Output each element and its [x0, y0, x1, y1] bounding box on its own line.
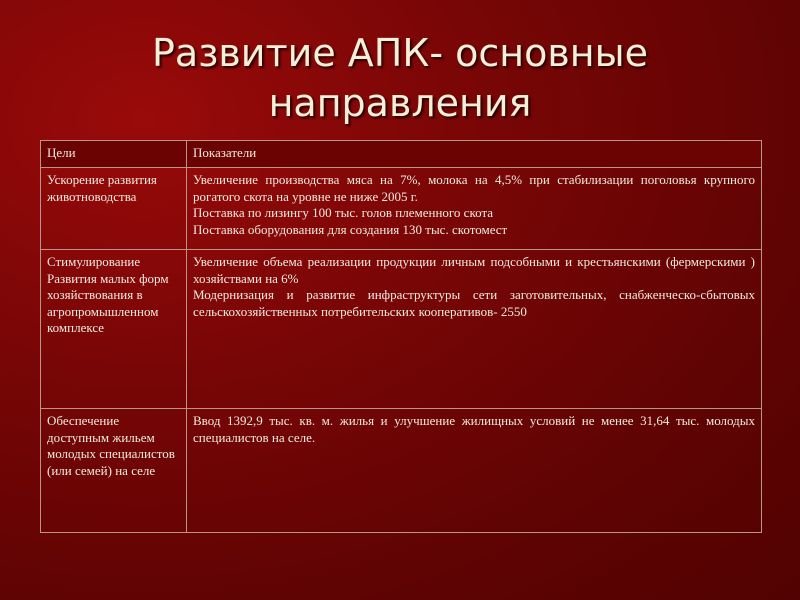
table-header-row	[41, 141, 762, 168]
indicator-line: Модернизация и развитие инфраструктуры сети заготовительных, снабженческо-сбытовых сельскохозяйственных потребительских кооперативов- 2550	[193, 287, 755, 319]
indicator-line: Увеличение производства мяса на 7%, молока на 4,5% при стабилизации поголовья крупного рогатого скота на уровне не ниже 2005 г.	[193, 172, 755, 204]
slide-title	[40, 28, 760, 128]
goal-cell: Ускорение развития животноводства	[41, 168, 187, 250]
indicators-cell	[187, 168, 762, 250]
goals-indicators-table	[40, 140, 762, 533]
table-row	[41, 168, 762, 250]
indicator-line: Поставка по лизингу 100 тыс. голов племенного скота	[193, 205, 494, 221]
indicators-cell	[187, 409, 762, 533]
table-row	[41, 409, 762, 533]
indicator-line: Поставка оборудования для создания 130 тыс. скотомест	[193, 221, 508, 237]
indicators-cell	[187, 250, 762, 409]
header-goals: Цели	[41, 141, 187, 168]
indicator-line: Увеличение объема реализации продукции личным подсобными и крестьянскими (фермерскими ) хозяйствами на 6%	[193, 254, 755, 286]
slide-title-line-2: направления	[268, 81, 532, 125]
indicator-line: Ввод 1392,9 тыс. кв. м. жилья и улучшение жилищных условий не менее 31,64 тыс. молодых специалистов на селе.	[193, 413, 755, 445]
goal-cell: Обеспечение доступным жильем молодых специалистов (или семей) на селе	[41, 409, 187, 533]
table-row	[41, 250, 762, 409]
goal-cell: Стимулирование Развития малых форм хозяйствования в агропромышленном комплексе	[41, 250, 187, 409]
header-indicators: Показатели	[187, 141, 762, 168]
slide-title-line-1: Развитие АПК- основные	[152, 31, 648, 75]
